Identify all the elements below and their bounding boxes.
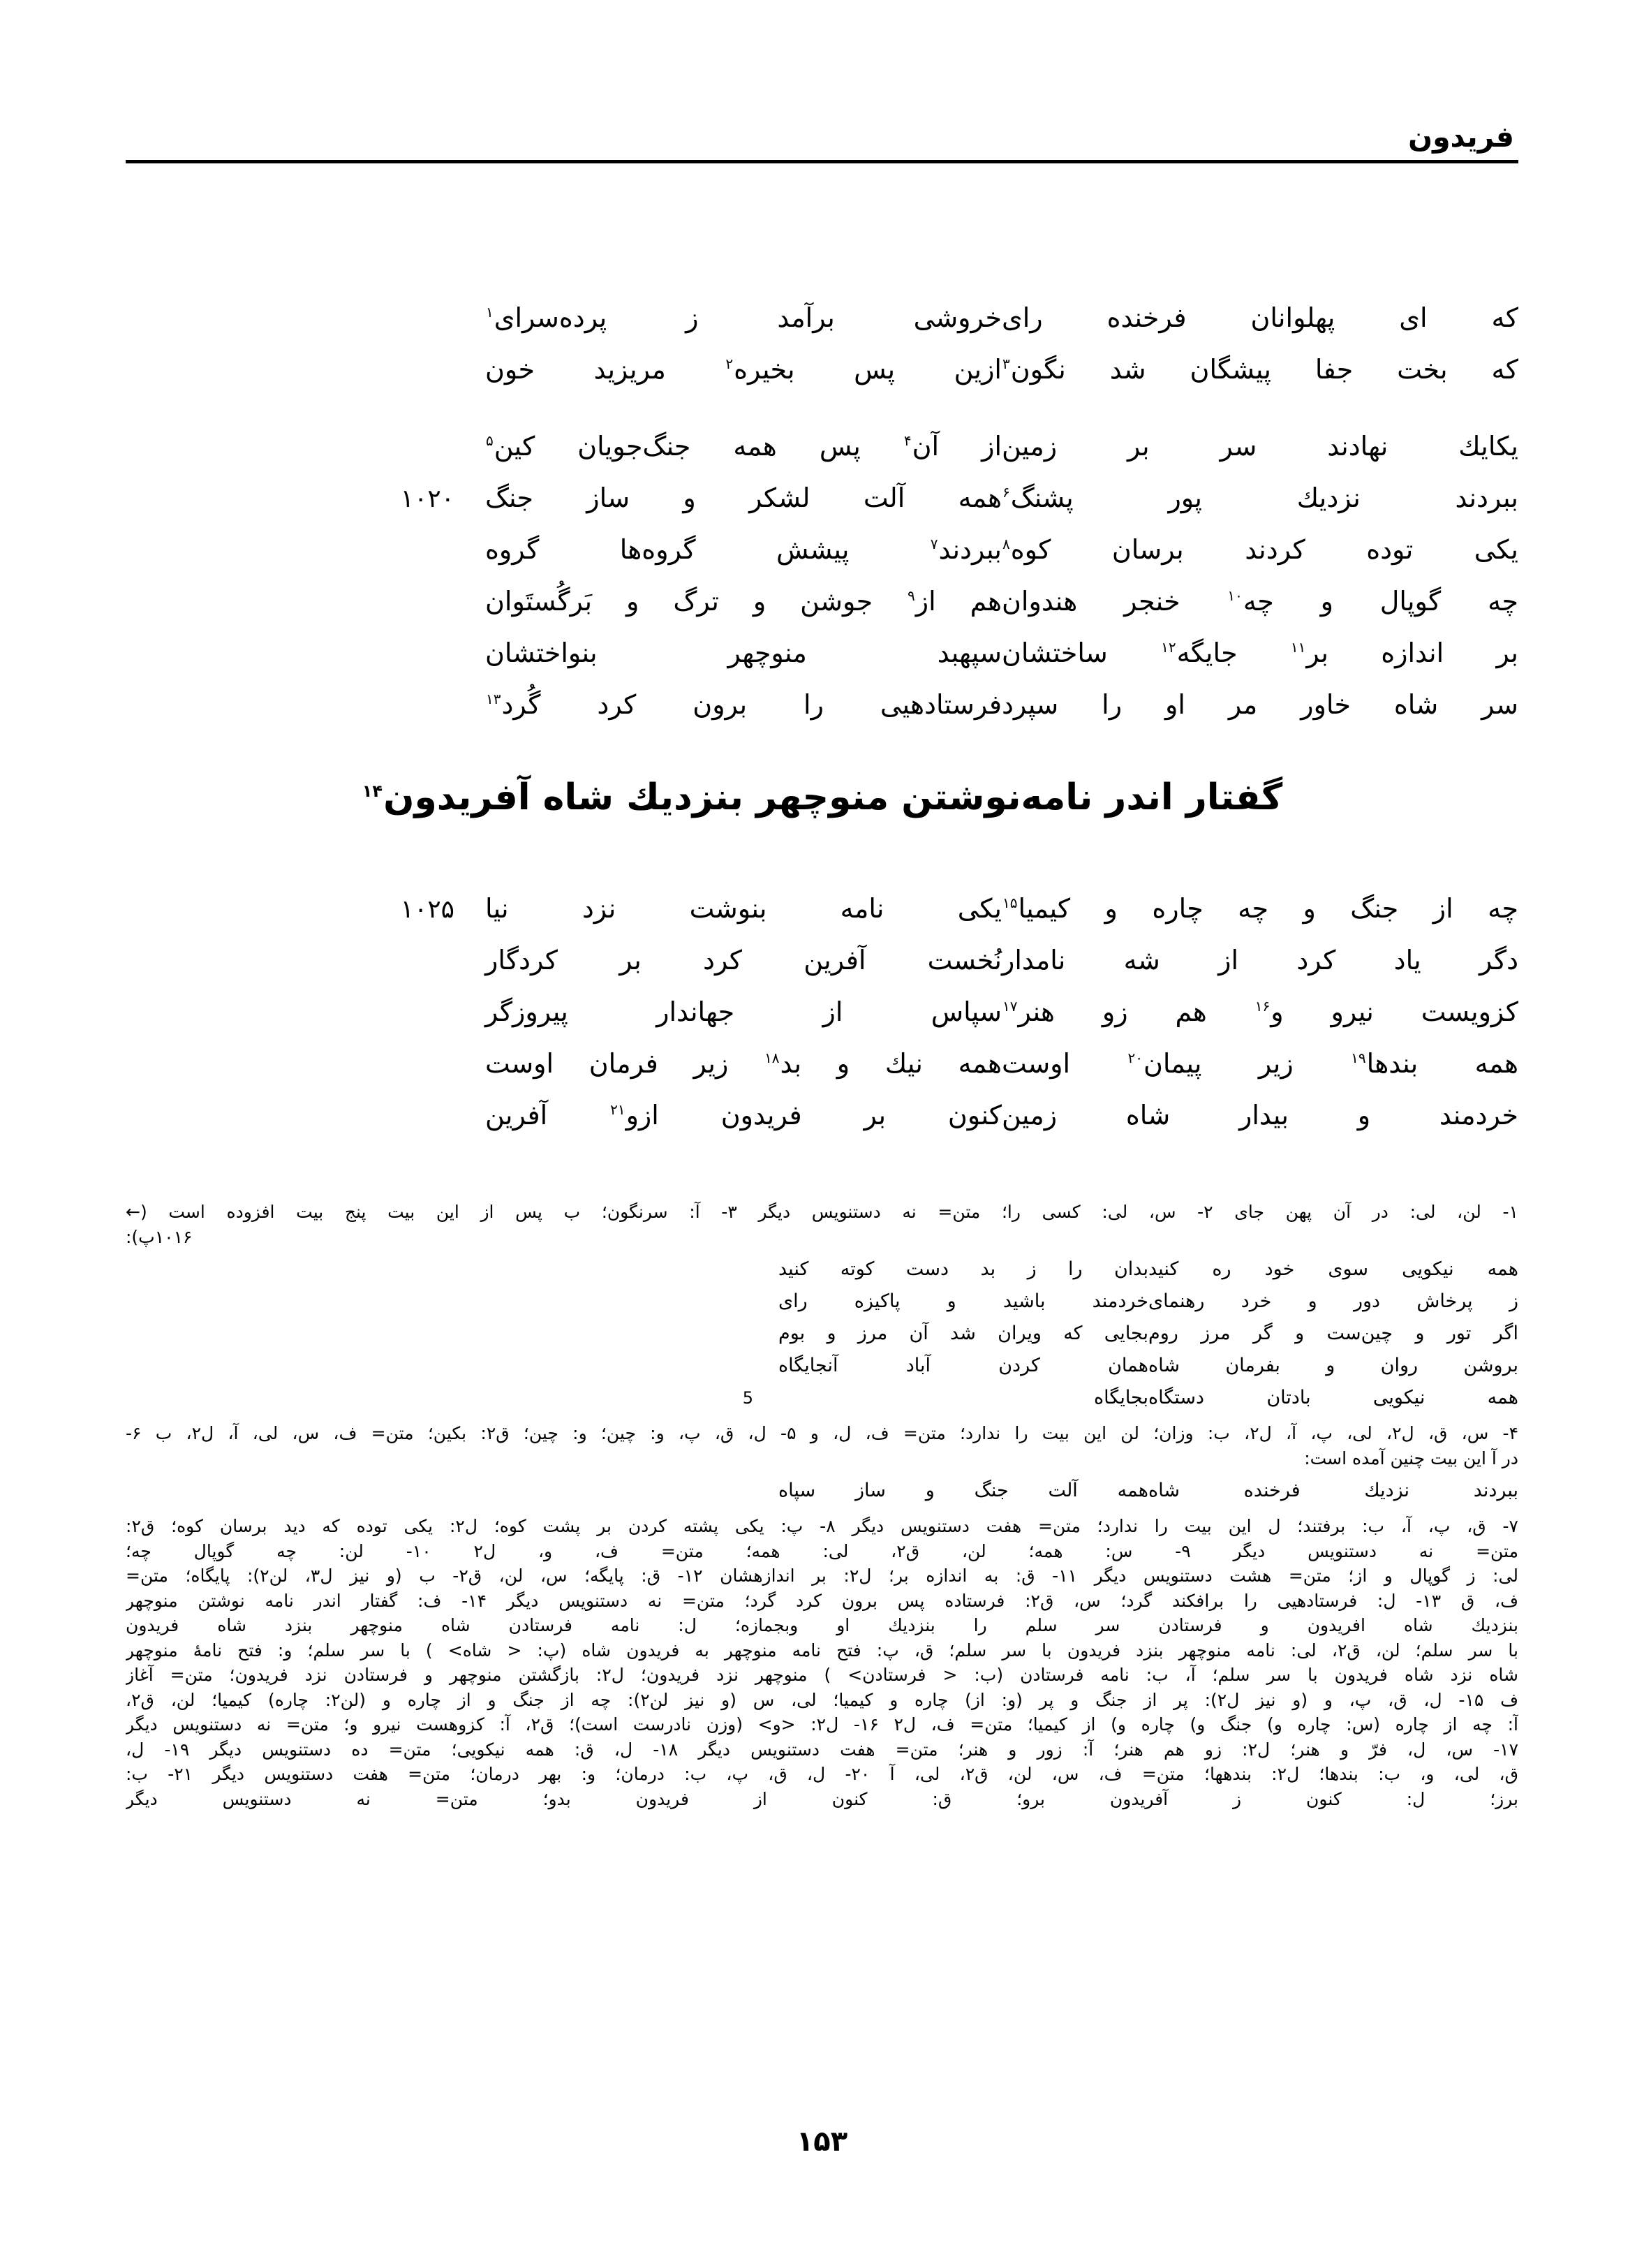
- verse-line: [126, 1047, 1518, 1099]
- hemistich-left: کزویست نیرو و$^{۱۶}$ هم زو هنر$^{۱۷}$: [1002, 996, 1518, 1027]
- header-rule: [126, 160, 1518, 163]
- inset-verse-line: [126, 1288, 1518, 1320]
- hemistich-right: خروشى برآمد ز پرده‌سراى$^۱$: [486, 302, 1002, 333]
- footnote-marker: ۱۳: [486, 691, 501, 708]
- footnote-marker: ۴: [903, 432, 912, 450]
- apparatus-note: ۴- س، ق، ل۲، لى، پ، آ، ل۲، ب: وزان؛ لن این بیت را ندارد؛ متن= ف، ل، و ۵- ل، ق، پ، و: چین؛ و: چین؛ ق۲: بکین؛ متن= ف، س، لى، آ، ل۲، ب ۶-: [126, 1423, 1518, 1443]
- hemistich-right: از آن$^۴$ پس همه جنگ‌جویان کین$^۵$: [486, 431, 1002, 462]
- footnote-marker: ۲۰: [1127, 1050, 1143, 1067]
- footnote-marker: ۱۰: [1227, 587, 1243, 605]
- hemistich-left: همه بندها$^{۱۹}$ زیر پیمان$^{۲۰}$ اوست: [1002, 1048, 1518, 1079]
- footnote-marker: ۱۷: [1002, 998, 1018, 1015]
- apparatus-note: برز؛ ل: کنون ز آفریدون برو؛ ق: کنون از فریدون بدو؛ متن= نه دستنویس دیگر: [126, 1788, 1518, 1809]
- hemistich-left: دگر یاد کرد از شه نامدار: [1002, 945, 1518, 975]
- hemistich-left: چه گوپال و چه$^{۱۰}$ خنجر هندوان: [1002, 586, 1518, 617]
- verse-number: ۱۰۲۰: [400, 485, 454, 513]
- hemistich-right: یکى نامه بنوشت نزد نیا: [485, 893, 1002, 924]
- inset-hemistich-right: بجایى که ویران شد آن مرز و بوم: [778, 1323, 1148, 1344]
- inset-verse-line: [126, 1353, 1518, 1385]
- footnote-marker: ۱۲: [1161, 639, 1176, 656]
- apparatus-note: ق، لى، و، ب: بندها؛ ل۲: بندهها؛ متن= ف، س، لن، ق۲، لى، آ ۲۰- ل، ق، پ، ب: درمان؛ و: بهر درمان؛ متن= هفت دستنویس دیگر ۲۱- ب:: [126, 1764, 1518, 1784]
- page-number: ۱۵۳: [796, 2126, 848, 2158]
- inset-verse-line: [126, 1320, 1518, 1353]
- inset-hemistich-right: بجایگاه: [1094, 1387, 1148, 1408]
- hemistich-left: که اى پهلوانان فرخنده راى: [1002, 302, 1518, 333]
- apparatus-note-continuation: ۱۰۱۶پ):: [126, 1226, 193, 1247]
- hemistich-right: ببردند$^۷$ پیشش گروه‌ها گروه: [485, 534, 1002, 565]
- apparatus-note: ۱۷- س، ل، فرّ و هنر؛ ل۲: زو هم هنر؛ آ: زور و هنر؛ متن= هفت دستنویس دیگر ۱۸- ل، ق: همه نیکویى؛ متن= ده دستنویس دیگر ۱۹- ل،: [126, 1739, 1518, 1760]
- apparatus-note: متن= نه دستنویس دیگر ۹- س: همه؛ لن، ق۲، لى: همه؛ متن= ف، و، ل۲ ۱۰- لن: چه گوپال چه؛: [126, 1540, 1518, 1561]
- verse-number: ۱۰۲۵: [400, 895, 454, 924]
- hemistich-right: فرستادهیى را برون کرد گُرد$^{۱۳}$: [486, 689, 1002, 720]
- inset-hemistich-right: همان کردن آباد آنجایگاه: [778, 1355, 1148, 1376]
- hemistich-left: چه از جنگ و چه چاره و کیمیا$^{۱۵}$: [1002, 893, 1518, 924]
- hemistich-right: هم از$^۹$ جوشن و ترگ و بَرگُستَوان: [485, 586, 1002, 617]
- hemistich-right: همه آلت لشکر و ساز جنگ: [485, 483, 1002, 513]
- verse-line: [126, 585, 1518, 637]
- footnote-marker: ۱۹: [1351, 1050, 1366, 1067]
- footnote-marker: ۱۸: [764, 1050, 780, 1067]
- inset-hemistich-left: همه نیکویى بادتان دستگاه: [1148, 1387, 1518, 1408]
- verse-line: [126, 302, 1518, 353]
- running-head-area: [126, 120, 1518, 163]
- inset-verse-line: [126, 1478, 1518, 1510]
- inset-hemistich-left: ببردند نزدیك فرخنده شاه: [1148, 1480, 1518, 1501]
- hemistich-right: ازین پس بخیره$^۲$ مریزید خون: [485, 354, 1002, 385]
- verse-line: [126, 482, 1518, 533]
- footnote-marker: ۱۵: [1002, 894, 1018, 912]
- inset-hemistich-left: بروشن روان و بفرمان شاه: [1148, 1355, 1518, 1376]
- footnote-marker: ۱۶: [1254, 998, 1271, 1015]
- apparatus-note: ۱- لن، لى: در آن پهن جاى ۲- س، لى: کسى را؛ متن= نه دستنویس دیگر ۳- آ: سرنگون؛ ب پس از این بیت پنج بیت افزوده است (←: [126, 1202, 1518, 1222]
- hemistich-right: کنون بر فریدون ازو$^{۲۱}$ آفرین: [485, 1100, 1002, 1131]
- apparatus-note: ف، ق ۱۳- ل: فرستادهیى را برافکند گرد؛ س، ق۲: فرستاده پس برون کرد گرد؛ متن= نه دستنویس دیگر ۱۴- ف: گفتار اندر نامه نوشتن منوچهر: [126, 1590, 1518, 1611]
- verse-line: [126, 688, 1518, 740]
- apparatus-note: بنزدیك شاه افریدون و فرستادن سر سلم را بنزدیك او وبجمازه؛ ل: نامه فرستادن شاه منوچهر بنزد شاه فریدون: [126, 1615, 1518, 1635]
- apparatus-inset-verses: [126, 1256, 1518, 1417]
- hemistich-left: یکایك نهادند سر بر زمین: [1002, 431, 1518, 462]
- verse-line: [126, 1099, 1518, 1151]
- hemistich-left: یکى توده کردند برسان کوه$^۸$: [1002, 534, 1518, 565]
- hemistich-right: نُخست آفرین کرد بر کردگار: [485, 945, 1002, 975]
- inset-verse-number: 5: [742, 1388, 753, 1408]
- hemistich-right: سپاس از جهاندار پیروزگر: [485, 996, 1002, 1027]
- inset-verse-line: [126, 1385, 1518, 1417]
- hemistich-left: که بخت جفا پیشگان شد نگون$^۳$: [1002, 354, 1518, 385]
- footnote-marker: ۱۱: [1290, 639, 1306, 656]
- footnote-marker: ۷: [930, 536, 938, 553]
- inset-hemistich-right: بدان را ز بد دست کوته کنید: [778, 1258, 1148, 1280]
- verse-line: [126, 892, 1518, 944]
- verse-body-second: [126, 892, 1518, 1151]
- verse-line: [126, 353, 1518, 405]
- apparatus-note: ف ۱۵- ل، ق، پ، و (و نیز ل۲): پر از جنگ و پر (و: از) چاره و کیمیا؛ لى، س (و نیز لن۲): چه از جنگ و از چاره و (لن۲: چاره) کیمیا؛ لن، ق۲،: [126, 1689, 1518, 1710]
- footnote-marker: ۹: [908, 587, 915, 605]
- hemistich-right: سپهبد منوچهر بنواختشان: [485, 638, 1002, 668]
- verse-body: [126, 302, 1518, 740]
- inset-hemistich-left: ز پرخاش دور و خرد رهنماى: [1148, 1290, 1518, 1312]
- footnote-marker: ۳: [1002, 355, 1010, 373]
- verse-line: [126, 996, 1518, 1047]
- running-head: فریدون: [1408, 120, 1514, 154]
- apparatus-note: لى: ز گوپال و از؛ متن= هشت دستنویس دیگر ۱۱- ق: به اندازه بر؛ ل۲: بر اندازهشان ۱۲- ق: پایگه؛ س، لن، ق۲- ب (و نیز ل۳، لن۲): پایگاه؛ متن=: [126, 1566, 1518, 1586]
- apparatus-note: با سر سلم؛ لن، ق۲، لى: نامه منوچهر بنزد فریدون با سر سلم؛ ق، پ: فتح نامه منوچهر به فریدون شاه (پ: < شاه> ) با سر سلم؛ و: فتح نامهٔ منوچهر: [126, 1640, 1518, 1660]
- hemistich-left: سر شاه خاور مر او را سپرد: [1002, 689, 1518, 720]
- footnote-marker: ۲: [725, 355, 734, 373]
- footnote-marker: ۱۴: [362, 781, 383, 801]
- footnote-marker: ۵: [486, 432, 494, 450]
- inset-hemistich-left: اگر تور و چین‌ست و گر مرز روم: [1148, 1323, 1518, 1344]
- inset-hemistich-left: همه نیکویى سوى خود ره کنید: [1148, 1258, 1518, 1280]
- hemistich-right: همه نیك و بد$^{۱۸}$ زیر فرمان اوست: [485, 1048, 1002, 1079]
- apparatus-note: آ: چه از چاره (س: چاره و) جنگ و) چاره و) از کیمیا؛ متن= ف، ل۲ ۱۶- ل۲: <و> (وزن نادرست است)؛ ق۲، آ: کزوهست نیرو و؛ متن= نه دستنویس دیگر: [126, 1714, 1518, 1735]
- apparatus-note: در آ این بیت چنین آمده است:: [1304, 1448, 1518, 1468]
- hemistich-left: ببردند نزدیك پور پشنگ$^۶$: [1002, 483, 1518, 513]
- inset-hemistich-right: خردمند باشید و پاکیزه راى: [778, 1290, 1148, 1312]
- hemistich-left: بر اندازه بر$^{۱۱}$ جایگه$^{۱۲}$ ساختشان: [1002, 638, 1518, 668]
- footnote-marker: ۸: [1002, 536, 1010, 553]
- verse-line: [126, 430, 1518, 482]
- hemistich-left: خردمند و بیدار شاه زمین: [1002, 1100, 1518, 1131]
- apparatus-note: ۷- ق، پ، آ، ب: برفتند؛ ل این بیت را ندارد؛ متن= هفت دستنویس دیگر ۸- پ: یکى پشته کردن بر پشت کوه؛ ل۲: یکى توده که دید برسان کوه؛ ق۲:: [126, 1516, 1518, 1536]
- footnote-marker: ۲۱: [610, 1101, 625, 1119]
- footnote-marker: ۶: [1002, 484, 1010, 501]
- section-heading: گفتار اندر نامه‌نوشتن منوچهر بنزدیك شاه آفریدون$^{۱۴}$: [362, 776, 1283, 818]
- verse-line: [126, 533, 1518, 585]
- apparatus-inset-verses-2: [126, 1478, 1518, 1510]
- apparatus-notes-block: [126, 1421, 1518, 1811]
- inset-hemistich-right: همه آلت جنگ و ساز سپاه: [778, 1480, 1148, 1501]
- footnote-marker: ۱: [486, 304, 494, 321]
- inset-verse-line: [126, 1256, 1518, 1288]
- apparatus-criticus: [126, 1200, 1518, 1811]
- verse-line: [126, 637, 1518, 688]
- verse-line: [126, 944, 1518, 996]
- apparatus-note: شاه نزد شاه فریدون با سر سلم؛ آ، ب: نامه فرستادن (ب: < فرستادن> ) منوچهر نزد فریدون؛ ل۲: بازگشتن منوچهر و فرستادن نزد فریدون؛ متن= آغاز: [126, 1665, 1518, 1685]
